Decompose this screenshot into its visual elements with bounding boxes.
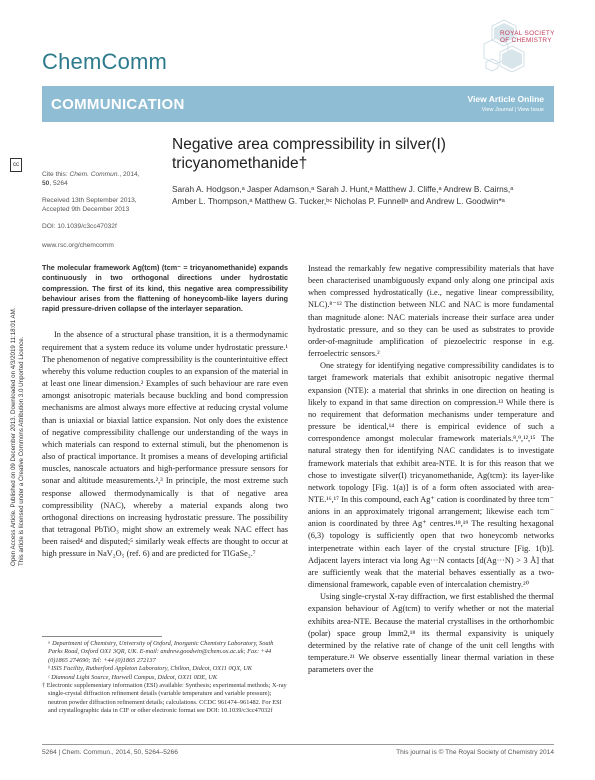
body-paragraph: Using single-crystal X-ray diffraction, we first established the thermal expansion behaviour of Ag(tcm) to verify whether or not the material exhibits area-NTE. Because the material crystallises in the orthorhombic (polar) space group Imm2,¹⁸ its thermal expansivity is uniquely determined by the relative rate of change of the unit cell lengths with temperature.²¹ We observe essentially linear thermal variation in these parameters over the (308, 592, 554, 675)
publisher-line2: OF CHEMISTRY (500, 37, 552, 45)
footnote-esi: † Electronic supplementary information (ESI) available: Synthesis; experimental methods; X-ray single-crystal diffraction refinement details (variable temperature and variable pressure); neutron powder diffraction refinement details; calculations. CCDC 961474–961482. For ESI and crystallographic data in CIF or other electronic format see DOI: 10.1039/c3cc47032f (42, 682, 287, 715)
cite-year: , 2014, (119, 171, 140, 178)
doi[interactable]: DOI: 10.1039/c3cc47032f (42, 223, 117, 230)
footnote-affiliation-a: ᵃ Department of Chemistry, University of Oxford, Inorganic Chemistry Laboratory, South Parks Road, Oxford OX1 3QR, UK. E-mail: andrew.goodwin@chem.ox.ac.uk; Fax: +44 (0)1865 274690; Tel: +44 (0)1865 272137 (48, 640, 274, 664)
view-article-online-link[interactable]: View Article Online (467, 94, 544, 104)
journal-name: ChemComm (42, 49, 168, 74)
right-column (308, 263, 554, 676)
communication-banner (42, 86, 554, 122)
access-text (10, 176, 26, 566)
body-paragraph: One strategy for identifying negative compressibility candidates is to target framework materials that exhibit anisotropic negative thermal expansion (NTE): a material that shrinks in one direction on heating is likely to expand in that same direction on compression.¹³ While there is no requirement that deformation mechanisms under temperature and pressure be identical,¹⁴ there is empirical evidence of such a correspondence amongst molecular framework materials.⁸,⁹,¹²,¹⁵ The natural strategy then for identifying NAC candidates is to investigate framework materials that exhibit area-NTE. It is for this reason that we chose to investigate silver(I) tricyanomethanide, Ag(tcm): its layer-like network topology [Fig. 1(a)] is of a form often associated with area-NTE.¹⁶,¹⁷ In this compound, each Ag⁺ cation is coordinated by three tcm⁻ anions in an approximately trigonal arrangement; likewise each tcm⁻ anion is coordinated by three Ag⁺ centres.¹⁸,¹⁹ The resulting hexagonal (6,3) topology is sufficiently open that two honeycomb networks interpenetrate within each layer of the crystal structure [Fig. 1(b)]. Adjacent layers interact via long Ag···N contacts [d(Ag···N) > 3 Å] that are sufficiently weak that the material behaves essentially as a two-dimensional framework, capable even of intercalation chemistry.²⁰ (308, 361, 554, 590)
access-line1: Open Access Article. Published on 09 December 2013. Downloaded on 4/3/2019 11:18:01 AM. (10, 307, 17, 566)
footnote-affiliation-b: ᵇ ISIS Facility, Rutherford Appleton Laboratory, Chilton, Didcot, OX11 0QX, UK (48, 665, 252, 673)
rsc-wordmark (500, 30, 555, 44)
cite-volume: 50 (42, 180, 50, 187)
abstract: The molecular framework Ag(tcm) (tcm⁻ = tricyanomethanide) expands continuously in two orthogonal directions under hydrostatic compression. The first of its kind, this negative area compressibility behaviour arises from the flattening of honeycomb-like layers during rapid pressure-driven collapse of the interlayer separation. (42, 263, 288, 314)
cite-label: Cite this: (42, 171, 68, 178)
view-journal-link[interactable]: View Journal | View Issue (481, 107, 544, 113)
rsc-logo-icon (482, 18, 572, 78)
author-list: Sarah A. Hodgson,ᵃ Jasper Adamson,ᵃ Sarah J. Hunt,ᵃ Matthew J. Cliffe,ᵃ Andrew B. Cairns,ᵃ Amber L. Thompson,ᵃ Matthew G. Tucker,ᵇᶜ Nicholas P. Funnellᵃ and Andrew L. Goodwin*ᵃ (172, 184, 514, 207)
accepted-date: Accepted 9th December 2013 (42, 206, 130, 213)
footer-citation: 5264 | Chem. Commun., 2014, 50, 5264–5266 (42, 749, 178, 756)
cite-journal: Chem. Commun. (69, 171, 120, 178)
dates-block (42, 196, 160, 214)
footnotes (42, 640, 288, 716)
journal-url[interactable]: www.rsc.org/chemcomm (42, 242, 114, 249)
cc-license-icon[interactable]: cc (10, 158, 22, 172)
footnote-divider (42, 636, 162, 637)
footer-divider (42, 744, 554, 745)
publisher-line1: ROYAL SOCIETY (500, 30, 555, 37)
access-line2[interactable]: This article is licensed under a Creative Commons Attribution 3.0 Unported Licence. (18, 336, 25, 566)
article-title: Negative area compressibility in silver(I) tricyanomethanide† (172, 136, 446, 172)
footer-copyright: This journal is © The Royal Society of Chemistry 2014 (396, 749, 554, 756)
left-column (42, 263, 288, 560)
open-access-notice (10, 158, 28, 568)
received-date: Received 13th September 2013, (42, 197, 137, 204)
footnote-affiliation-c: ᶜ Diamond Light Source, Harwell Campus, Didcot, OX11 0DE, UK (48, 673, 218, 681)
body-paragraph: In the absence of a structural phase transition, it is a thermodynamic requirement that a system reduce its volume under hydrostatic pressure.¹ The phenomenon of negative compressibility is the counterintuitive effect whereby this volume reduction couples to an expansion of the material in at least one linear dimension.² Examples of such behaviour are rare even amongst anisotropic materials because buckling and bond compression mechanisms are almost always more effective at reducing crystal volume than is uniaxial or biaxial lattice expansion. Not only does the existence of negative compressibility challenge our understanding of the ways in which materials can respond to external stimuli, but the phenomenon is also of practical importance. It promises a means of developing artificial muscles, nanoscale actuators and high-performance pressure sensors for sonar and altitude measurements.²,³ In principle, the most extreme such response allowed thermodynamically is that of negative area compressibility (NAC), whereby a material expands along two orthogonal directions on increasing hydrostatic pressure. The possibility that tetragonal PbTiO₃ might show an extremely weak NAC effect has been raised⁴ and disputed;⁵ similarly weak effects are thought to occur at high pressure in NaV₂O₅ (ref. 6) and are predicted for TlGaSe₂.⁷ (42, 330, 288, 559)
cite-pages: , 5264 (49, 180, 68, 187)
article-type: COMMUNICATION (51, 96, 185, 113)
body-paragraph: Instead the remarkably few negative compressibility materials that have been characterised unambiguously expand only along one principal axis when compressed hydrostatically (i.e., negative linear compressibility, NLC).⁸⁻¹² The distinction between NLC and NAC is more fundamental than magnitude alone: NAC materials increase their surface area under hydrostatic pressure, and so they can be used as substrates to provide order-of-magnitude amplification of piezoelectric response in e.g. ferroelectric sensors.² (308, 264, 554, 359)
citation-block (42, 170, 160, 188)
